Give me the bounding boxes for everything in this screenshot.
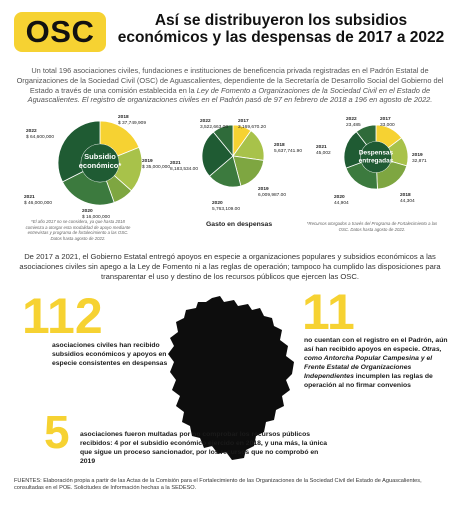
chart2-label [274, 143, 302, 155]
chart3-label [400, 193, 415, 205]
stat-11-text-a: no cuentan con el registro en el Padrón, aún así han recibido apoyos en especie. [304, 337, 448, 353]
chart3-label-value: 44,304 [400, 199, 415, 204]
stat-11-text-b: Otras, como Antorcha Popular Campesina y el Frente Estatal de Organizaciones Independientes [304, 346, 442, 380]
chart2-label [170, 161, 198, 173]
chart-subsidio-center [79, 152, 122, 170]
chart-gasto [202, 125, 267, 187]
chart1-label-value: $ 16,000,000 [82, 215, 111, 220]
chart-despensas-title: Despensas entregadas [358, 149, 394, 164]
osc-logo: OSC [14, 12, 106, 52]
chart2-label-value: 8,183,534.00 [170, 167, 199, 172]
stat-11-text-c: incumplen las reglas de operación al no firmar convenios [304, 373, 433, 389]
chart1-label-year: 2020 [82, 209, 93, 214]
chart3-label-value: 23,485 [346, 123, 361, 128]
chart1-label-value: $ 46,000,000 [24, 201, 53, 206]
intro-text: Un total 196 asociaciones civiles, fundaciones e instituciones de beneficencia privada registradas en el Padrón Estatal de Organizaciones de la Sociedad Civil (OSC) de Aguascalientes, dependiente de la Secretaría de Desarrollo Social del Gobierno del Estado a través de una comisión establecida en la [16, 66, 444, 95]
chart1-label-value: $ 35,000,000 [142, 165, 171, 170]
chart3-label [316, 145, 331, 157]
stat-5-number: 5 [44, 406, 70, 458]
chart1-label-value: $ 64,600,000 [26, 135, 55, 140]
chart2-label-value: 3,169,670.20 [238, 125, 267, 130]
chart2-label [200, 119, 228, 131]
chart1-label [142, 159, 170, 171]
stat-112-number: 112 [22, 288, 103, 344]
chart3-label-year: 2020 [334, 195, 345, 200]
chart3-label-year: 2019 [412, 153, 423, 158]
intro-paragraph [14, 66, 446, 105]
chart2-label [238, 119, 266, 131]
chart2-label-year: 2017 [238, 119, 249, 124]
chart3-label [412, 153, 427, 165]
chart-subsidio [58, 121, 142, 205]
chart3-label-value: 45,002 [316, 151, 331, 156]
chart1-label-year: 2022 [26, 129, 37, 134]
chart2-label-value: 3,522,663.00 [200, 125, 229, 130]
chart1-label-year: 2021 [24, 195, 35, 200]
chart3-label-year: 2018 [400, 193, 411, 198]
chart2-label-year: 2018 [274, 143, 285, 148]
chart2-label [258, 187, 286, 199]
chart3-label-year: 2021 [316, 145, 327, 150]
chart2-label-value: 5,637,741.90 [274, 149, 303, 154]
chart1-label [24, 195, 52, 207]
chart2-label-value: 6,009,987.00 [258, 193, 287, 198]
chart2-label-year: 2022 [200, 119, 211, 124]
chart3-label-year: 2022 [346, 117, 357, 122]
intro-text-italic: Ley de Fomento a Organizaciones de la Sociedad Civil en el Estado de Aguascalientes. El registro de organizaciones civiles en el Padrón pasó de 97 en febrero de 2018 a 196 en agosto de 2022. [27, 85, 433, 105]
chart1-label-year: 2019 [142, 159, 153, 164]
chart2-label-year: 2021 [170, 161, 181, 166]
chart2-label-value: 5,763,109.00 [212, 207, 241, 212]
chart2-label [212, 201, 240, 213]
stat-5-text: asociaciones fueron multadas por no comprobar los recursos públicos recibidos: 4 por el subsidio económico ejercido en 2018, y una más, la única que sigue un proceso sancionador, por los recursos que no comprobó en 2019 [80, 431, 328, 465]
donut-chart-gasto [202, 125, 267, 187]
header [0, 10, 458, 56]
chart3-label [334, 195, 349, 207]
note-despensas: *Recursos otorgados a través del Programa de Fortalecimiento a las OSC. Datos hasta agosto de 2022. [306, 221, 438, 232]
chart2-label-year: 2019 [258, 187, 269, 192]
chart3-label-value: 32,871 [412, 159, 427, 164]
chart2-label-year: 2020 [212, 201, 223, 206]
chart-subsidio-title: Subsidio económico* [78, 152, 122, 171]
chart-despensas-center [359, 150, 394, 165]
sources: FUENTES: Elaboración propia a partir de las Actas de la Comisión para el Fortalecimiento de las Organizaciones de la Sociedad Civil del Estado de Aguascalientes, consultadas en el POE. Solicitudes de Información hechas a la SEDESO. [14, 478, 422, 492]
stat-11-number: 11 [302, 284, 355, 340]
chart3-label-value: 44,904 [334, 201, 349, 206]
chart3-label [346, 117, 361, 129]
chart1-label-year: 2018 [118, 115, 129, 120]
chart1-label [118, 115, 146, 127]
summary-paragraph: De 2017 a 2021, el Gobierno Estatal entregó apoyos en especie a organizaciones populares y subsidios económicos a las asociaciones civiles sin apego a la Ley de Fomento ni a las reglas de operación; tampoco ha cumplido las disposiciones para transparentar el uso y destino de los recursos públicos que ejercen las OSC. [19, 252, 441, 281]
stat-11-text [304, 336, 450, 390]
note-subsidio: *El año 2017 no se considera, ya que hasta 2018 comienza a otorgar esta modalidad de apoyo mediante entrevistas y programa de fortalecimiento a las OSC. Datos hasta agosto de 2022. [25, 219, 131, 241]
chart3-label [380, 117, 395, 129]
chart3-label-year: 2017 [380, 117, 391, 122]
stat-112-text: asociaciones civiles han recibido subsidios económicos y apoyos en especie consistentes en despensas [52, 342, 168, 367]
page-title: Así se distribuyeron los subsidios económicos y las despensas de 2017 a 2022 [117, 12, 445, 46]
charts-row [0, 113, 458, 241]
chart1-label [26, 129, 54, 141]
chart-despensas [344, 125, 408, 189]
chart1-label-value: $ 37,749,909 [118, 121, 147, 126]
chart3-label-value: 33,000 [380, 123, 395, 128]
chart-gasto-title: Gasto en despensas [206, 221, 273, 228]
